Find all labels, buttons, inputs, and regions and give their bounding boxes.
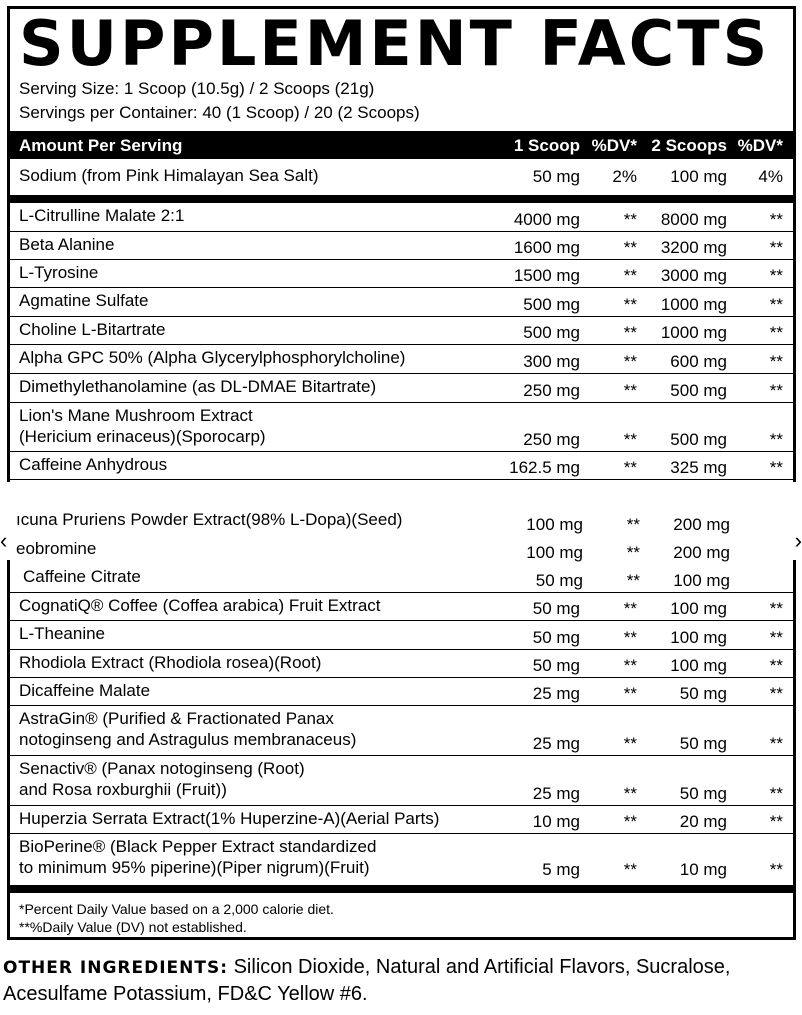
- ingredient-row: [10, 805, 793, 833]
- ingredient-name: L-Tyrosine: [19, 263, 99, 282]
- amount-1-scoop: 1500 mg: [513, 266, 580, 285]
- amount-1-scoop: 10 mg: [532, 812, 580, 831]
- other-ingredients-text: Silicon Dioxide, Natural and Artificial Flavors, Sucralose, Acesulfame Potassium, FD&C Yellow #6.: [3, 956, 731, 1005]
- dv-2-scoops: **: [769, 812, 783, 831]
- dv-2-scoops: **: [769, 295, 783, 314]
- dv-1-scoop: **: [626, 543, 640, 562]
- ingredient-row: [10, 649, 793, 677]
- ingredient-name: eobromine: [16, 539, 97, 558]
- dv-2-scoops: **: [769, 628, 783, 647]
- dv-2-scoops: 4%: [758, 167, 783, 186]
- serving-size: Serving Size: 1 Scoop (10.5g) / 2 Scoops (21g): [19, 79, 375, 98]
- sodium-row: [10, 159, 793, 195]
- chevron-right-icon: ›: [794, 528, 802, 553]
- amount-1-scoop: 162.5 mg: [509, 458, 580, 477]
- dv-1-scoop: **: [623, 210, 637, 229]
- amount-1-scoop: 50 mg: [532, 656, 580, 675]
- dv-1-scoop: **: [623, 860, 637, 879]
- amount-2-scoops: 1000 mg: [660, 295, 727, 314]
- amount-1-scoop: 50 mg: [532, 167, 580, 186]
- amount-1-scoop: 4000 mg: [513, 210, 580, 229]
- amount-2-scoops: 50 mg: [679, 734, 727, 753]
- dv-1-scoop: **: [623, 266, 637, 285]
- dv-1-scoop: **: [623, 238, 637, 257]
- thick-divider: [10, 195, 793, 203]
- header-scoop2: 2 Scoops: [651, 136, 727, 155]
- ingredient-row: [10, 259, 793, 287]
- dv-2-scoops: **: [769, 734, 783, 753]
- amount-1-scoop: 100 mg: [526, 543, 583, 562]
- amount-1-scoop: 25 mg: [532, 684, 580, 703]
- ingredient-name: Caffeine Citrate: [23, 567, 141, 586]
- amount-1-scoop: 250 mg: [523, 430, 580, 449]
- ingredient-name: CognatiQ® Coffee (Coffea arabica) Fruit Extract: [19, 596, 381, 615]
- amount-2-scoops: 3000 mg: [660, 266, 727, 285]
- dv-1-scoop: **: [623, 784, 637, 803]
- dv-2-scoops: **: [769, 784, 783, 803]
- dv-1-scoop: **: [623, 381, 637, 400]
- amount-2-scoops: 10 mg: [679, 860, 727, 879]
- ingredient-name-line2: notoginseng and Astragulus membranaceus): [19, 730, 357, 749]
- dv-1-scoop: **: [626, 571, 640, 590]
- ingredient-row: [10, 231, 793, 259]
- dv-2-scoops: **: [769, 238, 783, 257]
- footnote-not-established: **%Daily Value (DV) not established.: [19, 919, 247, 935]
- dv-1-scoop: **: [623, 430, 637, 449]
- ingredient-name: Alpha GPC 50% (Alpha Glycerylphosphorylcholine): [19, 348, 406, 367]
- table-header: [10, 131, 793, 159]
- chevron-left-icon: ‹: [0, 528, 8, 553]
- ingredient-name-line2: and Rosa roxburghii (Fruit)): [19, 780, 227, 799]
- dv-1-scoop: **: [623, 812, 637, 831]
- amount-2-scoops: 100 mg: [670, 656, 727, 675]
- nutrient-name: Sodium (from Pink Himalayan Sea Salt): [19, 166, 319, 185]
- amount-1-scoop: 50 mg: [535, 571, 583, 590]
- ingredient-row: [10, 451, 793, 479]
- servings-per-container: Servings per Container: 40 (1 Scoop) / 20 (2 Scoops): [19, 103, 420, 122]
- amount-2-scoops: 325 mg: [670, 458, 727, 477]
- ingredient-name: Rhodiola Extract (Rhodiola rosea)(Root): [19, 653, 322, 672]
- amount-1-scoop: 25 mg: [532, 734, 580, 753]
- ingredient-name: Lion's Mane Mushroom Extract: [19, 406, 253, 425]
- header-dv2: %DV*: [737, 136, 783, 155]
- ingredient-name: ıcuna Pruriens Powder Extract(98% L-Dopa)(Seed): [16, 510, 403, 529]
- amount-2-scoops: 200 mg: [673, 515, 730, 534]
- amount-2-scoops: 50 mg: [679, 684, 727, 703]
- ingredient-row: [10, 373, 793, 402]
- ingredient-name-line2: (Hericium erinaceus)(Sporocarp): [19, 427, 266, 446]
- dv-2-scoops: **: [769, 352, 783, 371]
- ingredient-row: [10, 344, 793, 373]
- ingredient-name: BioPerine® (Black Pepper Extract standardized: [19, 837, 377, 856]
- ingredient-row: [7, 564, 796, 592]
- ingredient-row: [10, 402, 793, 451]
- ingredient-name: Huperzia Serrata Extract(1% Huperzine-A)(Aerial Parts): [19, 809, 440, 828]
- dv-2-scoops: **: [769, 381, 783, 400]
- ingredient-row: [10, 287, 793, 316]
- dv-2-scoops: **: [769, 599, 783, 618]
- amount-2-scoops: 3200 mg: [660, 238, 727, 257]
- dv-1-scoop: **: [623, 323, 637, 342]
- other-ingredients-label: OTHER INGREDIENTS:: [3, 958, 229, 978]
- dv-2-scoops: **: [769, 458, 783, 477]
- ingredient-row: [10, 755, 793, 805]
- ingredient-name-line2: to minimum 95% piperine)(Piper nigrum)(Fruit): [19, 858, 370, 877]
- ingredient-row: [10, 677, 793, 705]
- amount-1-scoop: 250 mg: [523, 381, 580, 400]
- dv-2-scoops: **: [769, 266, 783, 285]
- amount-1-scoop: 500 mg: [523, 295, 580, 314]
- dv-1-scoop: **: [623, 352, 637, 371]
- dv-1-scoop: 2%: [612, 167, 637, 186]
- ingredient-name: Beta Alanine: [19, 235, 115, 254]
- ingredient-name: L-Theanine: [19, 624, 106, 643]
- amount-2-scoops: 100 mg: [670, 599, 727, 618]
- header-scoop1: 1 Scoop: [513, 136, 580, 155]
- ingredient-row: [10, 833, 793, 881]
- ingredient-row: [10, 203, 793, 231]
- dv-1-scoop: **: [623, 295, 637, 314]
- ingredient-row: [10, 316, 793, 344]
- ingredient-name: L-Citrulline Malate 2:1: [19, 206, 185, 225]
- dv-2-scoops: **: [769, 323, 783, 342]
- amount-2-scoops: 50 mg: [679, 784, 727, 803]
- header-amount: Amount Per Serving: [19, 136, 183, 155]
- dv-1-scoop: **: [623, 628, 637, 647]
- amount-2-scoops: 8000 mg: [660, 210, 727, 229]
- dv-1-scoop: **: [623, 458, 637, 477]
- ingredient-name: Dicaffeine Malate: [19, 681, 151, 700]
- amount-1-scoop: 300 mg: [523, 352, 580, 371]
- amount-1-scoop: 100 mg: [526, 515, 583, 534]
- amount-2-scoops: 20 mg: [679, 812, 727, 831]
- thick-divider-bottom: [10, 885, 793, 893]
- header-dv1: %DV*: [591, 136, 637, 155]
- amount-2-scoops: 1000 mg: [660, 323, 727, 342]
- amount-2-scoops: 500 mg: [670, 430, 727, 449]
- ingredient-row: [10, 620, 793, 649]
- amount-1-scoop: 5 mg: [542, 860, 580, 879]
- dv-1-scoop: **: [623, 599, 637, 618]
- amount-1-scoop: 1600 mg: [513, 238, 580, 257]
- amount-1-scoop: 50 mg: [532, 599, 580, 618]
- amount-1-scoop: 25 mg: [532, 784, 580, 803]
- dv-2-scoops: **: [769, 860, 783, 879]
- amount-1-scoop: 50 mg: [532, 628, 580, 647]
- ingredient-name: AstraGin® (Purified & Fractionated Panax: [19, 709, 334, 728]
- dv-1-scoop: **: [626, 515, 640, 534]
- supplement-facts-panel: [7, 6, 796, 940]
- dv-2-scoops: **: [769, 430, 783, 449]
- amount-2-scoops: 600 mg: [670, 352, 727, 371]
- dv-1-scoop: **: [623, 656, 637, 675]
- amount-1-scoop: 500 mg: [523, 323, 580, 342]
- dv-1-scoop: **: [623, 734, 637, 753]
- ingredient-row: [7, 507, 796, 536]
- ingredient-name: Choline L-Bitartrate: [19, 320, 166, 339]
- amount-2-scoops: 500 mg: [670, 381, 727, 400]
- ingredient-name: Caffeine Anhydrous: [19, 455, 168, 474]
- other-ingredients: [3, 954, 801, 1007]
- ingredient-row: [10, 592, 793, 620]
- amount-2-scoops: 100 mg: [670, 167, 727, 186]
- dv-2-scoops: **: [769, 656, 783, 675]
- dv-2-scoops: **: [769, 210, 783, 229]
- ingredient-name: Dimethylethanolamine (as DL-DMAE Bitartrate): [19, 377, 377, 396]
- amount-2-scoops: 100 mg: [673, 571, 730, 590]
- panel-title: SUPPLEMENT FACTS: [19, 7, 771, 80]
- dv-1-scoop: **: [623, 684, 637, 703]
- ingredient-row: [7, 536, 796, 564]
- ingredient-row: [10, 705, 793, 755]
- ingredient-name: Agmatine Sulfate: [19, 291, 149, 310]
- ingredient-name: Senactiv® (Panax notoginseng (Root): [19, 759, 305, 778]
- amount-2-scoops: 100 mg: [670, 628, 727, 647]
- dv-2-scoops: **: [769, 684, 783, 703]
- amount-2-scoops: 200 mg: [673, 543, 730, 562]
- footnote-dv: *Percent Daily Value based on a 2,000 calorie diet.: [19, 901, 334, 917]
